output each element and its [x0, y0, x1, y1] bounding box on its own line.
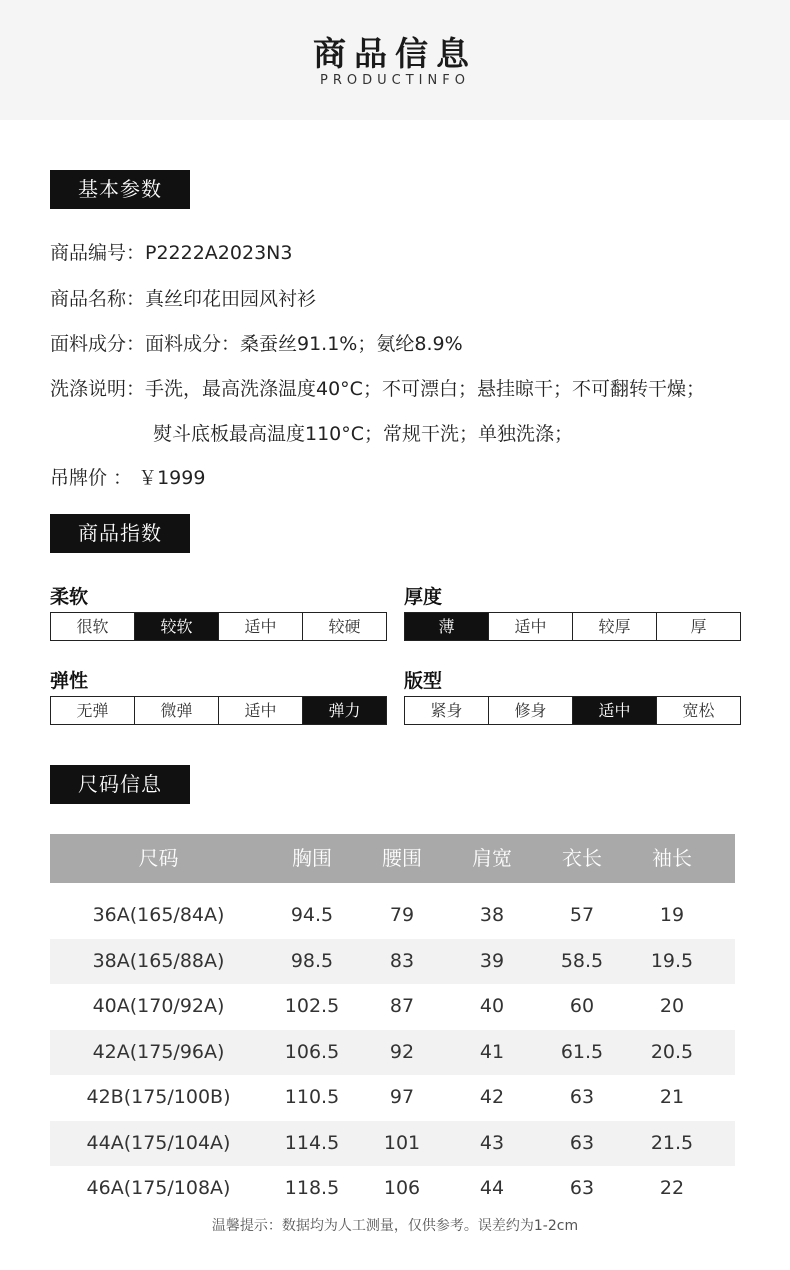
- table-row: [50, 1166, 735, 1212]
- table-cell: 19: [659, 904, 685, 926]
- index-option-selected: 较软: [135, 613, 219, 640]
- index-title-fit: 版型: [404, 670, 443, 692]
- index-scale-fit: [404, 696, 741, 725]
- table-cell: 63: [569, 1177, 595, 1199]
- table-cell: 43: [479, 1131, 505, 1154]
- index-option: 宽松: [682, 701, 715, 720]
- index-title-softness: 柔软: [50, 586, 89, 608]
- index-option: 较厚: [573, 613, 657, 640]
- table-cell: 63: [569, 1131, 595, 1154]
- index-option: 适中: [489, 613, 573, 640]
- index-option: 微弹: [135, 697, 219, 724]
- index-option: 很软: [51, 613, 135, 640]
- table-cell: 22: [659, 1177, 685, 1199]
- header-size: 尺码: [138, 846, 179, 870]
- index-option: 厚: [690, 617, 707, 636]
- table-cell: 87: [389, 995, 415, 1017]
- info-product-name: 商品名称：真丝印花田园风衬衫: [50, 288, 317, 310]
- section-label-basic: 基本参数: [50, 170, 190, 209]
- index-scale-thickness: [404, 612, 741, 641]
- table-cell: 38A(165/88A): [92, 949, 225, 972]
- section-label-index: 商品指数: [50, 514, 190, 553]
- table-cell: 57: [569, 904, 595, 926]
- table-cell: 20: [659, 995, 685, 1017]
- table-cell: 19.5: [650, 949, 694, 972]
- size-table: [50, 834, 735, 1212]
- header-length: 衣长: [562, 846, 602, 870]
- table-cell: 38: [479, 904, 505, 926]
- table-cell: 61.5: [560, 1040, 604, 1063]
- table-cell: 63: [569, 1086, 595, 1108]
- table-cell: 44A(175/104A): [86, 1131, 231, 1154]
- page-title: 商品信息: [313, 34, 477, 73]
- table-cell: 40: [479, 995, 505, 1017]
- table-cell: 118.5: [284, 1177, 340, 1199]
- index-option-selected: 弹力: [303, 697, 386, 724]
- index-option: 较硬: [328, 617, 361, 636]
- table-cell: 46A(175/108A): [86, 1177, 231, 1199]
- index-option: 适中: [219, 613, 303, 640]
- index-title-thickness: 厚度: [404, 586, 443, 608]
- index-title-elasticity: 弹性: [50, 670, 89, 692]
- section-label-size: 尺码信息: [50, 765, 190, 804]
- header-chest: 胸围: [292, 846, 332, 870]
- table-cell: 79: [389, 904, 415, 926]
- table-cell: 44: [479, 1177, 505, 1199]
- table-cell: 110.5: [284, 1086, 340, 1108]
- table-cell: 21.5: [650, 1131, 694, 1154]
- index-scale-softness: [50, 612, 387, 641]
- index-option: 紧身: [405, 697, 489, 724]
- index-option: 无弹: [51, 697, 135, 724]
- table-cell: 42: [479, 1086, 505, 1108]
- info-price: 吊牌价 ： ￥1999: [50, 467, 206, 489]
- table-cell: 21: [659, 1086, 685, 1108]
- index-option-selected: 薄: [405, 613, 489, 640]
- table-cell: 40A(170/92A): [92, 995, 225, 1017]
- table-cell: 106.5: [284, 1040, 340, 1063]
- table-cell: 39: [479, 949, 505, 972]
- table-cell: 114.5: [284, 1131, 340, 1154]
- table-row: [50, 1121, 735, 1167]
- index-option-selected: 适中: [573, 697, 657, 724]
- table-cell: 101: [383, 1131, 421, 1154]
- info-wash-cont: 熨斗底板最高温度110°C；常规干洗；单独洗涤；: [153, 423, 574, 445]
- info-product-code: 商品编号：P2222A2023N3: [50, 242, 293, 264]
- table-cell: 42A(175/96A): [92, 1040, 225, 1063]
- table-cell: 42B(175/100B): [86, 1086, 231, 1108]
- table-cell: 92: [389, 1040, 415, 1063]
- table-cell: 20.5: [650, 1040, 694, 1063]
- table-cell: 102.5: [284, 995, 340, 1017]
- table-row: [50, 1030, 735, 1076]
- table-cell: 83: [389, 949, 415, 972]
- table-cell: 60: [569, 995, 595, 1017]
- header-sleeve: 袖长: [652, 846, 692, 870]
- header-shoulder: 肩宽: [472, 846, 512, 870]
- table-cell: 98.5: [290, 949, 334, 972]
- table-row: [50, 1075, 735, 1121]
- page-subtitle: PRODUCTINFO: [320, 73, 470, 88]
- table-cell: 41: [479, 1040, 505, 1063]
- size-note: 温馨提示：数据均为人工测量，仅供参考。误差约为1-2cm: [211, 1218, 579, 1234]
- table-row: [50, 893, 735, 939]
- size-table-header: [50, 834, 735, 883]
- table-row: [50, 939, 735, 985]
- page-header: [0, 0, 790, 120]
- index-option: 适中: [219, 697, 303, 724]
- header-waist: 腰围: [382, 846, 422, 870]
- info-wash: 洗涤说明：手洗，最高洗涤温度40°C；不可漂白；悬挂晾干；不可翻转干燥；: [50, 378, 705, 400]
- table-row: [50, 984, 735, 1030]
- table-cell: 58.5: [560, 949, 604, 972]
- index-option: 修身: [489, 697, 573, 724]
- size-table-body: [50, 883, 735, 1212]
- table-cell: 94.5: [290, 904, 334, 926]
- index-scale-elasticity: [50, 696, 387, 725]
- table-cell: 36A(165/84A): [92, 904, 225, 926]
- table-cell: 106: [383, 1177, 421, 1199]
- info-fabric: 面料成分：面料成分：桑蚕丝91.1%；氨纶8.9%: [50, 333, 463, 355]
- table-cell: 97: [389, 1086, 415, 1108]
